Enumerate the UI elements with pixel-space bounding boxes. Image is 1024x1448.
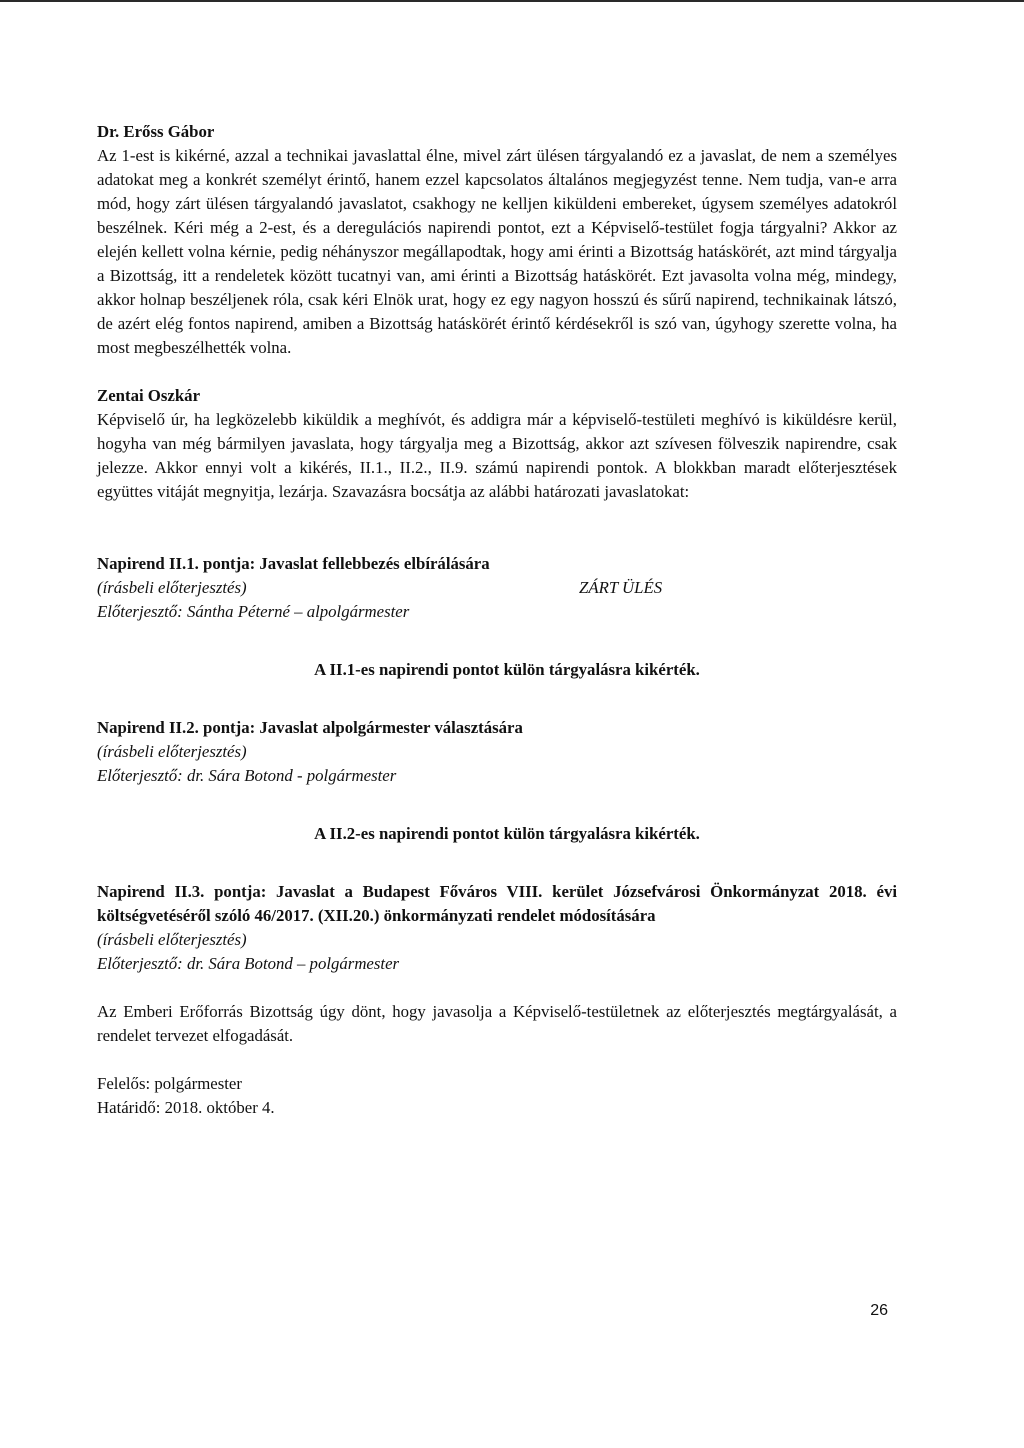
agenda-item <box>97 552 897 682</box>
agenda-note: A II.1-es napirendi pontot külön tárgyalásra kikérték. <box>314 660 700 679</box>
agenda-title: Napirend II.2. pontja: Javaslat alpolgármester választására <box>97 718 523 737</box>
agenda-type-row <box>97 576 897 600</box>
scan-top-edge <box>0 0 1024 2</box>
speech-paragraph: Képviselő úr, ha legközelebb kiküldik a meghívót, és addigra már a képviselő-testületi meghívó is kiküldésre kerül, hogyha van még bármilyen javaslata, hogy tárgyalja meg a Bizottság, akkor azt szívesen fölveszik napirendre, csak jelezze. Akkor ennyi volt a kikérés, II.1., II.2., II.9. számú napirendi pontok. A blokkban maradt előterjesztések együttes vitáját megnyitja, lezárja. Szavazásra bocsátja az alábbi határozati javaslatokat: <box>97 410 897 501</box>
deadline-line: Határidő: 2018. október 4. <box>97 1098 275 1117</box>
speaker-name: Zentai Oszkár <box>97 386 201 405</box>
decision-text: Az Emberi Erőforrás Bizottság úgy dönt, hogy javasolja a Képviselő-testületnek az előterjesztés megtárgyalását, a rendelet tervezet elfogadását. <box>97 1002 897 1045</box>
agenda-presenter: Előterjesztő: Sántha Péterné – alpolgármester <box>97 602 410 621</box>
closed-session-label: ZÁRT ÜLÉS <box>579 578 663 597</box>
agenda-type: (írásbeli előterjesztés) <box>97 742 247 761</box>
agenda-title: Napirend II.3. pontja: Javaslat a Budapest Főváros VIII. kerület Józsefvárosi Önkormányzat 2018. évi költségvetéséről szóló 46/2017. (XII.20.) önkormányzati rendelet módosítására <box>97 882 897 925</box>
agenda-note: A II.2-es napirendi pontot külön tárgyalásra kikérték. <box>314 824 700 843</box>
speech-paragraph: Az 1-est is kikérné, azzal a technikai javaslattal élne, mivel zárt ülésen tárgyalandó ez a javaslat, de nem a személyes adatokat meg a konkrét személyt érintő, hanem ezzel kapcsolatos általános megjegyzést tenne. Nem tudja, van-e arra mód, hogy zárt ülésen tárgyalandó javaslatot, csakhogy ne kelljen kiküldeni embereket, úgysem személyes adatokról beszélnek. Kéri még a 2-est, és a deregulációs napirendi pontot, ezt a Képviselő-testület fogja tárgyalni? Akkor az elején kellett volna kérnie, pedig néhányszor megállapodtak, hogy ami érinti a Bizottság hatáskörét, azt mind tárgyalja a Bizottság, itt a rendeletek között tucatnyi van, ami érinti a Bizottság hatáskörét. Ezt javasolta volna még, mindegy, akkor holnap beszéljenek róla, csak kéri Elnök urat, hogy ez egy nagyon hosszú és sűrű napirend, technikainak látszó, de azért elég fontos napirend, amiben a Bizottság hatáskörét érintő kérdésekről is szó van, úgyhogy szerette volna, ha most megbeszélhették volna. <box>97 146 897 357</box>
agenda-presenter: Előterjesztő: dr. Sára Botond - polgármester <box>97 766 397 785</box>
page-number: 26 <box>870 1302 888 1319</box>
agenda-title: Napirend II.1. pontja: Javaslat fellebbezés elbírálására <box>97 554 490 573</box>
agenda-type: (írásbeli előterjesztés) <box>97 578 247 597</box>
agenda-presenter: Előterjesztő: dr. Sára Botond – polgármester <box>97 954 400 973</box>
agenda-item <box>97 880 897 1120</box>
agenda-item <box>97 716 897 846</box>
document-page <box>97 120 897 1120</box>
agenda-type: (írásbeli előterjesztés) <box>97 930 247 949</box>
responsible-line: Felelős: polgármester <box>97 1074 242 1093</box>
speaker-name: Dr. Erőss Gábor <box>97 122 215 141</box>
